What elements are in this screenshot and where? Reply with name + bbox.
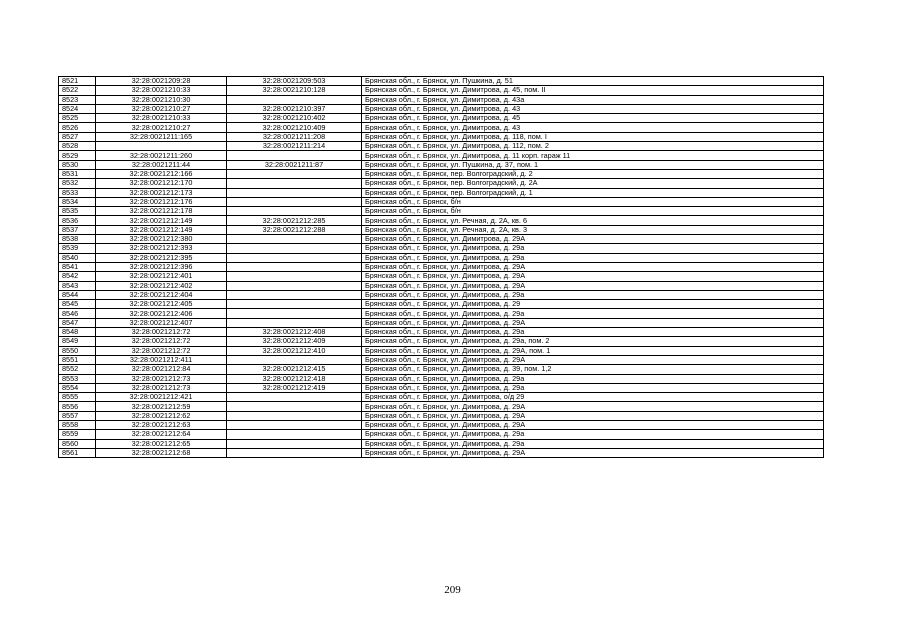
address-cell: Брянская обл., г. Брянск, ул. Речная, д. 2А, кв. 6 — [362, 216, 824, 225]
related-cadastral-number-cell: 32:28:0021212:418 — [227, 374, 362, 383]
table-row — [59, 160, 824, 169]
address-cell: Брянская обл., г. Брянск, пер. Волгоградский, д. 2А — [362, 179, 824, 188]
row-number-cell: 8528 — [59, 142, 96, 151]
table-row — [59, 383, 824, 392]
table-row — [59, 104, 824, 113]
address-cell: Брянская обл., г. Брянск, ул. Димитрова, д. 43а — [362, 95, 824, 104]
table-row — [59, 253, 824, 262]
related-cadastral-number-cell — [227, 393, 362, 402]
address-cell: Брянская обл., г. Брянск, ул. Димитрова, д. 29А — [362, 281, 824, 290]
cadastral-number-cell: 32:28:0021212:176 — [96, 197, 227, 206]
address-cell: Брянская обл., г. Брянск, ул. Димитрова, д. 29а, пом. 2 — [362, 337, 824, 346]
table-row — [59, 365, 824, 374]
address-cell: Брянская обл., г. Брянск, ул. Димитрова, д. 29А — [362, 355, 824, 364]
address-cell: Брянская обл., г. Брянск, ул. Димитрова, д. 29А, пом. 1 — [362, 346, 824, 355]
cadastral-number-cell: 32:28:0021212:65 — [96, 439, 227, 448]
table-row — [59, 95, 824, 104]
table-row — [59, 448, 824, 457]
table-row — [59, 374, 824, 383]
address-cell: Брянская обл., г. Брянск, ул. Димитрова, д. 29а — [362, 374, 824, 383]
table-row — [59, 114, 824, 123]
table-row — [59, 142, 824, 151]
row-number-cell: 8526 — [59, 123, 96, 132]
address-cell: Брянская обл., г. Брянск, ул. Димитрова, д. 45 — [362, 114, 824, 123]
row-number-cell: 8531 — [59, 169, 96, 178]
related-cadastral-number-cell: 32:28:0021211:214 — [227, 142, 362, 151]
row-number-cell: 8558 — [59, 420, 96, 429]
cadastral-number-cell: 32:28:0021210:33 — [96, 114, 227, 123]
cadastral-number-cell — [96, 142, 227, 151]
address-cell: Брянская обл., г. Брянск, ул. Димитрова, д. 43 — [362, 104, 824, 113]
address-cell: Брянская обл., г. Брянск, ул. Димитрова, д. 39, пом. 1,2 — [362, 365, 824, 374]
cadastral-number-cell: 32:28:0021210:27 — [96, 123, 227, 132]
table-row — [59, 402, 824, 411]
cadastral-number-cell: 32:28:0021211:165 — [96, 132, 227, 141]
row-number-cell: 8522 — [59, 86, 96, 95]
related-cadastral-number-cell — [227, 309, 362, 318]
row-number-cell: 8523 — [59, 95, 96, 104]
row-number-cell: 8536 — [59, 216, 96, 225]
related-cadastral-number-cell: 32:28:0021210:128 — [227, 86, 362, 95]
cadastral-number-cell: 32:28:0021212:395 — [96, 253, 227, 262]
row-number-cell: 8552 — [59, 365, 96, 374]
related-cadastral-number-cell: 32:28:0021211:87 — [227, 160, 362, 169]
address-cell: Брянская обл., г. Брянск, ул. Димитрова, д. 29а — [362, 439, 824, 448]
row-number-cell: 8551 — [59, 355, 96, 364]
address-cell: Брянская обл., г. Брянск, ул. Димитрова, д. 29а — [362, 430, 824, 439]
table-row — [59, 123, 824, 132]
cadastral-number-cell: 32:28:0021212:72 — [96, 337, 227, 346]
related-cadastral-number-cell — [227, 281, 362, 290]
table-row — [59, 225, 824, 234]
related-cadastral-number-cell — [227, 420, 362, 429]
table-row — [59, 420, 824, 429]
address-cell: Брянская обл., г. Брянск, ул. Димитрова, д. 112, пом. 2 — [362, 142, 824, 151]
table-row — [59, 337, 824, 346]
table-row — [59, 77, 824, 86]
row-number-cell: 8521 — [59, 77, 96, 86]
related-cadastral-number-cell — [227, 179, 362, 188]
table-row — [59, 411, 824, 420]
table-row — [59, 300, 824, 309]
related-cadastral-number-cell — [227, 430, 362, 439]
row-number-cell: 8533 — [59, 188, 96, 197]
cadastral-number-cell: 32:28:0021211:44 — [96, 160, 227, 169]
table-row — [59, 309, 824, 318]
cadastral-number-cell: 32:28:0021209:28 — [96, 77, 227, 86]
address-cell: Брянская обл., г. Брянск, ул. Димитрова, д. 29А — [362, 448, 824, 457]
table-row — [59, 430, 824, 439]
cadastral-number-cell: 32:28:0021212:149 — [96, 225, 227, 234]
address-cell: Брянская обл., г. Брянск, ул. Димитрова, д. 29А — [362, 402, 824, 411]
row-number-cell: 8561 — [59, 448, 96, 457]
address-cell: Брянская обл., г. Брянск, ул. Димитрова, д. 29а — [362, 328, 824, 337]
address-cell: Брянская обл., г. Брянск, ул. Димитрова, о/д 29 — [362, 393, 824, 402]
row-number-cell: 8527 — [59, 132, 96, 141]
cadastral-number-cell: 32:28:0021212:406 — [96, 309, 227, 318]
address-cell: Брянская обл., г. Брянск, ул. Димитрова, д. 118, пом. I — [362, 132, 824, 141]
cadastral-number-cell: 32:28:0021212:62 — [96, 411, 227, 420]
related-cadastral-number-cell — [227, 290, 362, 299]
related-cadastral-number-cell — [227, 300, 362, 309]
related-cadastral-number-cell: 32:28:0021209:503 — [227, 77, 362, 86]
row-number-cell: 8550 — [59, 346, 96, 355]
row-number-cell: 8545 — [59, 300, 96, 309]
related-cadastral-number-cell — [227, 439, 362, 448]
address-cell: Брянская обл., г. Брянск, ул. Димитрова, д. 43 — [362, 123, 824, 132]
cadastral-number-cell: 32:28:0021212:393 — [96, 244, 227, 253]
cadastral-number-cell: 32:28:0021212:407 — [96, 318, 227, 327]
related-cadastral-number-cell — [227, 262, 362, 271]
row-number-cell: 8559 — [59, 430, 96, 439]
table-row — [59, 355, 824, 364]
cadastral-number-cell: 32:28:0021212:64 — [96, 430, 227, 439]
related-cadastral-number-cell — [227, 197, 362, 206]
address-cell: Брянская обл., г. Брянск, б/н — [362, 197, 824, 206]
related-cadastral-number-cell — [227, 402, 362, 411]
cadastral-number-cell: 32:28:0021212:421 — [96, 393, 227, 402]
row-number-cell: 8547 — [59, 318, 96, 327]
address-cell: Брянская обл., г. Брянск, ул. Пушкина, д. 51 — [362, 77, 824, 86]
row-number-cell: 8549 — [59, 337, 96, 346]
related-cadastral-number-cell: 32:28:0021210:402 — [227, 114, 362, 123]
address-cell: Брянская обл., г. Брянск, ул. Димитрова, д. 29а — [362, 244, 824, 253]
related-cadastral-number-cell — [227, 318, 362, 327]
row-number-cell: 8534 — [59, 197, 96, 206]
related-cadastral-number-cell: 32:28:0021212:409 — [227, 337, 362, 346]
related-cadastral-number-cell: 32:28:0021212:285 — [227, 216, 362, 225]
table-row — [59, 235, 824, 244]
row-number-cell: 8537 — [59, 225, 96, 234]
related-cadastral-number-cell — [227, 448, 362, 457]
address-cell: Брянская обл., г. Брянск, ул. Речная, д. 2А, кв. 3 — [362, 225, 824, 234]
related-cadastral-number-cell — [227, 272, 362, 281]
table-row — [59, 262, 824, 271]
row-number-cell: 8538 — [59, 235, 96, 244]
row-number-cell: 8532 — [59, 179, 96, 188]
cadastral-number-cell: 32:28:0021212:401 — [96, 272, 227, 281]
row-number-cell: 8539 — [59, 244, 96, 253]
related-cadastral-number-cell: 32:28:0021212:288 — [227, 225, 362, 234]
related-cadastral-number-cell — [227, 188, 362, 197]
cadastral-number-cell: 32:28:0021212:173 — [96, 188, 227, 197]
row-number-cell: 8530 — [59, 160, 96, 169]
table-row — [59, 207, 824, 216]
row-number-cell: 8560 — [59, 439, 96, 448]
table-row — [59, 272, 824, 281]
row-number-cell: 8542 — [59, 272, 96, 281]
table-row — [59, 179, 824, 188]
row-number-cell: 8556 — [59, 402, 96, 411]
address-cell: Брянская обл., г. Брянск, ул. Димитрова, д. 29А — [362, 420, 824, 429]
table-row — [59, 439, 824, 448]
cadastral-number-cell: 32:28:0021212:405 — [96, 300, 227, 309]
cadastral-number-cell: 32:28:0021212:72 — [96, 328, 227, 337]
related-cadastral-number-cell: 32:28:0021212:415 — [227, 365, 362, 374]
address-cell: Брянская обл., г. Брянск, ул. Димитрова, д. 29А — [362, 262, 824, 271]
related-cadastral-number-cell — [227, 244, 362, 253]
row-number-cell: 8555 — [59, 393, 96, 402]
cadastral-number-cell: 32:28:0021212:411 — [96, 355, 227, 364]
address-cell: Брянская обл., г. Брянск, ул. Димитрова, д. 29а — [362, 290, 824, 299]
address-cell: Брянская обл., г. Брянск, ул. Димитрова, д. 29а — [362, 383, 824, 392]
address-cell: Брянская обл., г. Брянск, пер. Волгоградский, д. 1 — [362, 188, 824, 197]
row-number-cell: 8529 — [59, 151, 96, 160]
address-cell: Брянская обл., г. Брянск, ул. Димитрова, д. 29А — [362, 235, 824, 244]
related-cadastral-number-cell: 32:28:0021212:410 — [227, 346, 362, 355]
cadastral-number-cell: 32:28:0021212:396 — [96, 262, 227, 271]
row-number-cell: 8524 — [59, 104, 96, 113]
cadastral-number-cell: 32:28:0021212:178 — [96, 207, 227, 216]
table-row — [59, 393, 824, 402]
address-cell: Брянская обл., г. Брянск, ул. Димитрова, д. 11 корп. гараж 11 — [362, 151, 824, 160]
table-row — [59, 244, 824, 253]
table-row — [59, 290, 824, 299]
table-body — [59, 77, 824, 458]
related-cadastral-number-cell — [227, 151, 362, 160]
cadastral-table — [58, 76, 824, 458]
related-cadastral-number-cell — [227, 355, 362, 364]
table-row — [59, 216, 824, 225]
table-row — [59, 281, 824, 290]
table-row — [59, 318, 824, 327]
related-cadastral-number-cell — [227, 207, 362, 216]
table-row — [59, 197, 824, 206]
related-cadastral-number-cell — [227, 169, 362, 178]
row-number-cell: 8546 — [59, 309, 96, 318]
cadastral-number-cell: 32:28:0021212:404 — [96, 290, 227, 299]
table-row — [59, 188, 824, 197]
related-cadastral-number-cell: 32:28:0021212:419 — [227, 383, 362, 392]
page-number: 209 — [444, 584, 461, 596]
cadastral-number-cell: 32:28:0021212:170 — [96, 179, 227, 188]
cadastral-number-cell: 32:28:0021212:73 — [96, 383, 227, 392]
table-row — [59, 328, 824, 337]
cadastral-number-cell: 32:28:0021210:30 — [96, 95, 227, 104]
related-cadastral-number-cell — [227, 253, 362, 262]
row-number-cell: 8535 — [59, 207, 96, 216]
table-row — [59, 169, 824, 178]
row-number-cell: 8554 — [59, 383, 96, 392]
cadastral-number-cell: 32:28:0021212:402 — [96, 281, 227, 290]
cadastral-number-cell: 32:28:0021212:84 — [96, 365, 227, 374]
related-cadastral-number-cell: 32:28:0021212:408 — [227, 328, 362, 337]
table-row — [59, 132, 824, 141]
row-number-cell: 8553 — [59, 374, 96, 383]
cadastral-number-cell: 32:28:0021212:63 — [96, 420, 227, 429]
table-row — [59, 346, 824, 355]
cadastral-number-cell: 32:28:0021210:27 — [96, 104, 227, 113]
row-number-cell: 8543 — [59, 281, 96, 290]
cadastral-number-cell: 32:28:0021212:73 — [96, 374, 227, 383]
related-cadastral-number-cell: 32:28:0021210:397 — [227, 104, 362, 113]
address-cell: Брянская обл., г. Брянск, ул. Димитрова, д. 29а — [362, 253, 824, 262]
cadastral-number-cell: 32:28:0021212:166 — [96, 169, 227, 178]
cadastral-number-cell: 32:28:0021212:380 — [96, 235, 227, 244]
related-cadastral-number-cell — [227, 235, 362, 244]
cadastral-number-cell: 32:28:0021212:68 — [96, 448, 227, 457]
related-cadastral-number-cell: 32:28:0021210:409 — [227, 123, 362, 132]
address-cell: Брянская обл., г. Брянск, ул. Димитрова, д. 29А — [362, 411, 824, 420]
related-cadastral-number-cell — [227, 411, 362, 420]
cadastral-number-cell: 32:28:0021212:149 — [96, 216, 227, 225]
table-row — [59, 86, 824, 95]
address-cell: Брянская обл., г. Брянск, ул. Димитрова, д. 29а — [362, 309, 824, 318]
address-cell: Брянская обл., г. Брянск, б/н — [362, 207, 824, 216]
related-cadastral-number-cell: 32:28:0021211:208 — [227, 132, 362, 141]
address-cell: Брянская обл., г. Брянск, пер. Волгоградский, д. 2 — [362, 169, 824, 178]
cadastral-number-cell: 32:28:0021212:59 — [96, 402, 227, 411]
row-number-cell: 8525 — [59, 114, 96, 123]
row-number-cell: 8548 — [59, 328, 96, 337]
address-cell: Брянская обл., г. Брянск, ул. Димитрова, д. 45, пом. II — [362, 86, 824, 95]
row-number-cell: 8557 — [59, 411, 96, 420]
related-cadastral-number-cell — [227, 95, 362, 104]
address-cell: Брянская обл., г. Брянск, ул. Димитрова, д. 29 — [362, 300, 824, 309]
table-row — [59, 151, 824, 160]
row-number-cell: 8540 — [59, 253, 96, 262]
address-cell: Брянская обл., г. Брянск, ул. Димитрова, д. 29А — [362, 318, 824, 327]
cadastral-number-cell: 32:28:0021212:72 — [96, 346, 227, 355]
row-number-cell: 8541 — [59, 262, 96, 271]
cadastral-number-cell: 32:28:0021211:260 — [96, 151, 227, 160]
cadastral-number-cell: 32:28:0021210:33 — [96, 86, 227, 95]
address-cell: Брянская обл., г. Брянск, ул. Пушкина, д. 37, пом. 1 — [362, 160, 824, 169]
address-cell: Брянская обл., г. Брянск, ул. Димитрова, д. 29А — [362, 272, 824, 281]
row-number-cell: 8544 — [59, 290, 96, 299]
